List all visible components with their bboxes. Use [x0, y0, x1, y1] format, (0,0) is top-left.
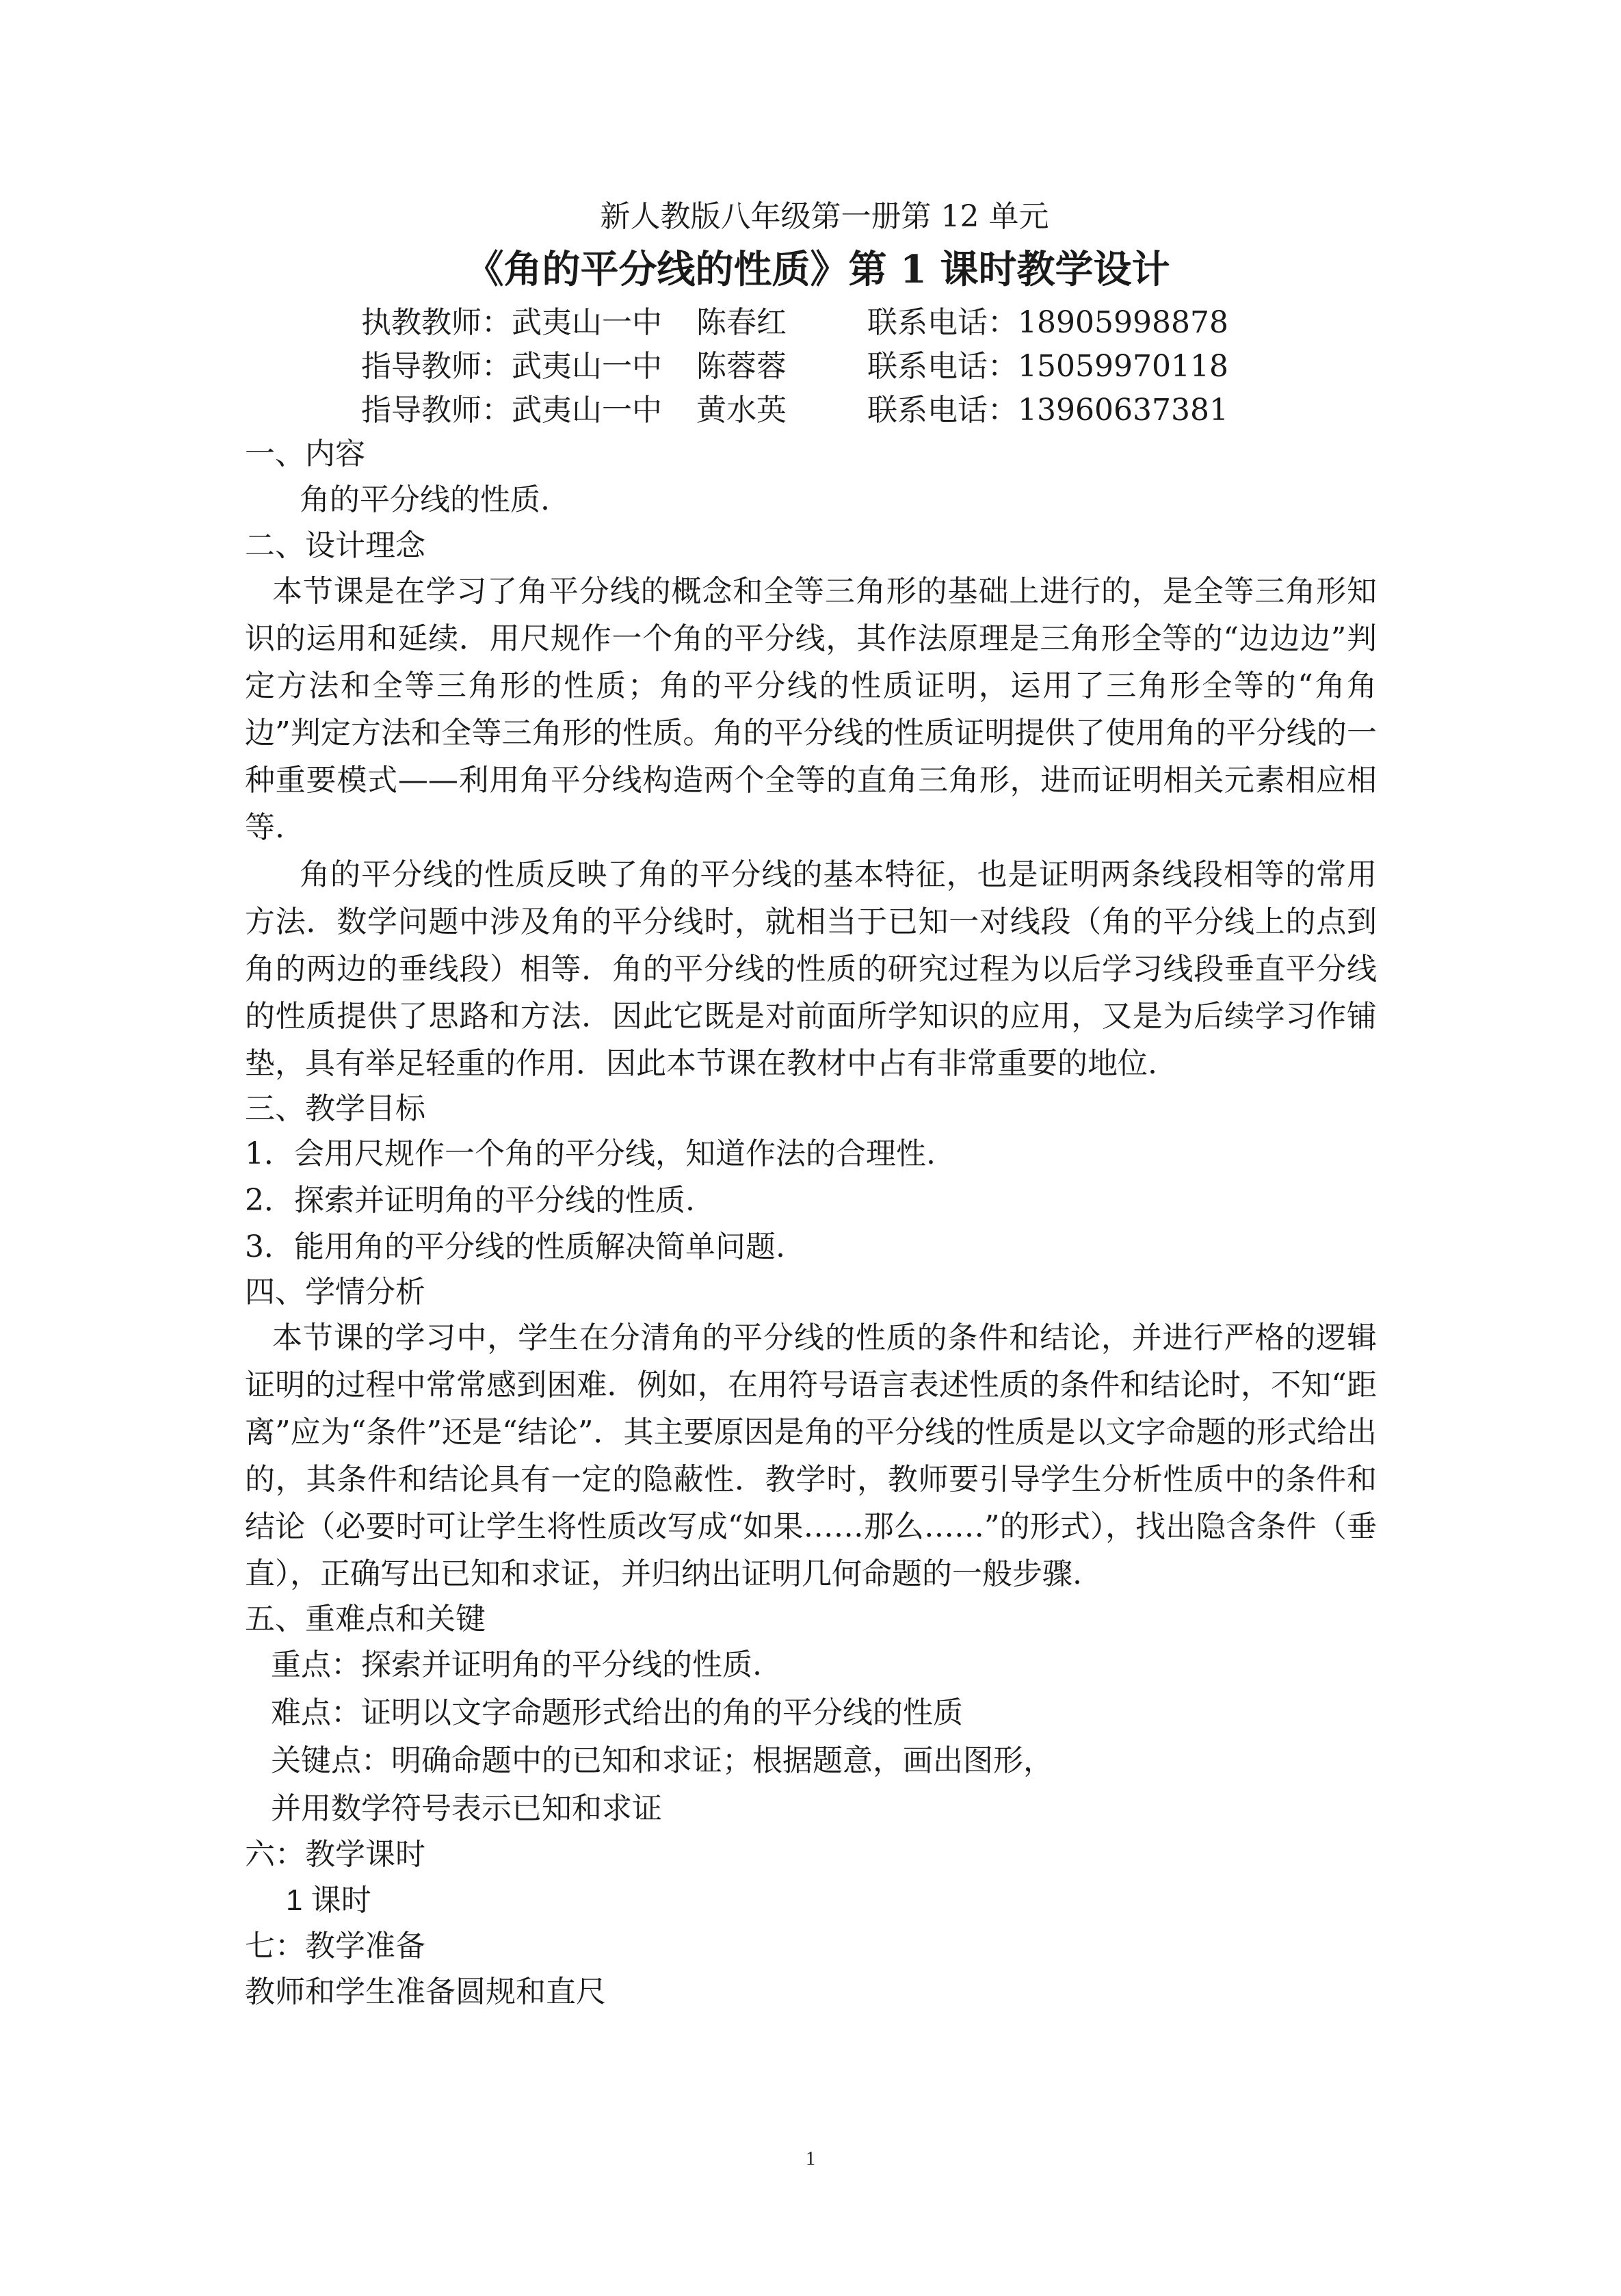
- concept-paragraph-2: 角的平分线的性质反映了角的平分线的基本特征，也是证明两条线段相等的常用方法．数学问题中涉及角的平分线时，就相当于已知一对线段（角的平分线上的点到角的两边的垂线段）相等．角的平分线的性质的研究过程为以后学习线段垂直平分线的性质提供了思路和方法．因此它既是对前面所学知识的应用，又是为后续学习作铺垫，具有举足轻重的作用．因此本节课在教材中占有非常重要的地位.: [245, 857, 1377, 1081]
- teacher-name: 陈蓉蓉: [696, 349, 787, 384]
- document-title: 《角的平分线的性质》第 1 课时教学设计: [465, 247, 1170, 292]
- goal-item: 2．探索并证明角的平分线的性质.: [245, 1183, 695, 1218]
- teacher-phone: 联系电话：13960637381: [867, 393, 1228, 428]
- key-difficulty: 难点：证明以文字命题形式给出的角的平分线的性质: [271, 1695, 963, 1730]
- section-heading-concept: 二、设计理念: [245, 528, 425, 563]
- concept-paragraph-1: 本节课是在学习了角平分线的概念和全等三角形的基础上进行的，是全等三角形知识的运用和延续．用尺规作一个角的平分线，其作法原理是三角形全等的“边边边”判定方法和全等三角形的性质；角的平分线的性质证明，运用了三角形全等的“角角边”判定方法和全等三角形的性质。角的平分线的性质证明提供了使用角的平分线的一种重要模式——利用角平分线构造两个全等的直角三角形，进而证明相关元素相应相等.: [245, 574, 1377, 845]
- section-heading-prep: 七：教学准备: [245, 1929, 425, 1964]
- section-heading-goals: 三、教学目标: [245, 1091, 425, 1126]
- teacher-name: 黄水英: [696, 393, 787, 428]
- analysis-paragraph: 本节课的学习中，学生在分清角的平分线的性质的条件和结论，并进行严格的逻辑证明的过程中常常感到困难．例如，在用符号语言表述性质的条件和结论时，不知“距离”应为“条件”还是“结论”．其主要原因是角的平分线的性质是以文字命题的形式给出的，其条件和结论具有一定的隐蔽性．教学时，教师要引导学生分析性质中的条件和结论（必要时可让学生将性质改写成“如果……那么……”的形式），找出隐含条件（垂直），正确写出已知和求证，并归纳出证明几何命题的一般步骤.: [245, 1320, 1377, 1591]
- teacher-phone: 联系电话：15059970118: [867, 349, 1228, 384]
- teacher-row: [245, 389, 1377, 432]
- teacher-name: 陈春红: [696, 305, 787, 340]
- teacher-role: 执教教师：武夷山一中: [361, 305, 662, 340]
- teacher-role: 指导教师：武夷山一中: [361, 349, 662, 384]
- content-text: 角的平分线的性质.: [300, 482, 550, 517]
- goal-item: 3．能用角的平分线的性质解决简单问题.: [245, 1229, 785, 1264]
- teacher-list: [245, 301, 1377, 432]
- key-point-line-1: 关键点：明确命题中的已知和求证；根据题意，画出图形，: [271, 1743, 1053, 1778]
- goal-item: 1．会用尺规作一个角的平分线，知道作法的合理性.: [245, 1136, 936, 1171]
- key-focus: 重点：探索并证明角的平分线的性质.: [271, 1647, 762, 1682]
- prep-text: 教师和学生准备圆规和直尺: [245, 1974, 606, 2009]
- teacher-phone: 联系电话：18905998878: [867, 305, 1228, 340]
- hours-text: 1 课时: [286, 1883, 371, 1917]
- teacher-row: [245, 345, 1377, 389]
- key-point-line-2: 并用数学符号表示已知和求证: [271, 1791, 662, 1826]
- section-heading-key: 五、重难点和关键: [245, 1602, 486, 1636]
- teacher-role: 指导教师：武夷山一中: [361, 393, 662, 428]
- page-number: 1: [806, 2148, 815, 2169]
- document-body: [245, 196, 1377, 2016]
- section-heading-analysis: 四、学情分析: [245, 1275, 425, 1309]
- teacher-row: [245, 301, 1377, 345]
- section-heading-hours: 六：教学课时: [245, 1837, 425, 1872]
- section-heading-content: 一、内容: [245, 436, 365, 471]
- document-subtitle: 新人教版八年级第一册第 12 单元: [600, 199, 1049, 234]
